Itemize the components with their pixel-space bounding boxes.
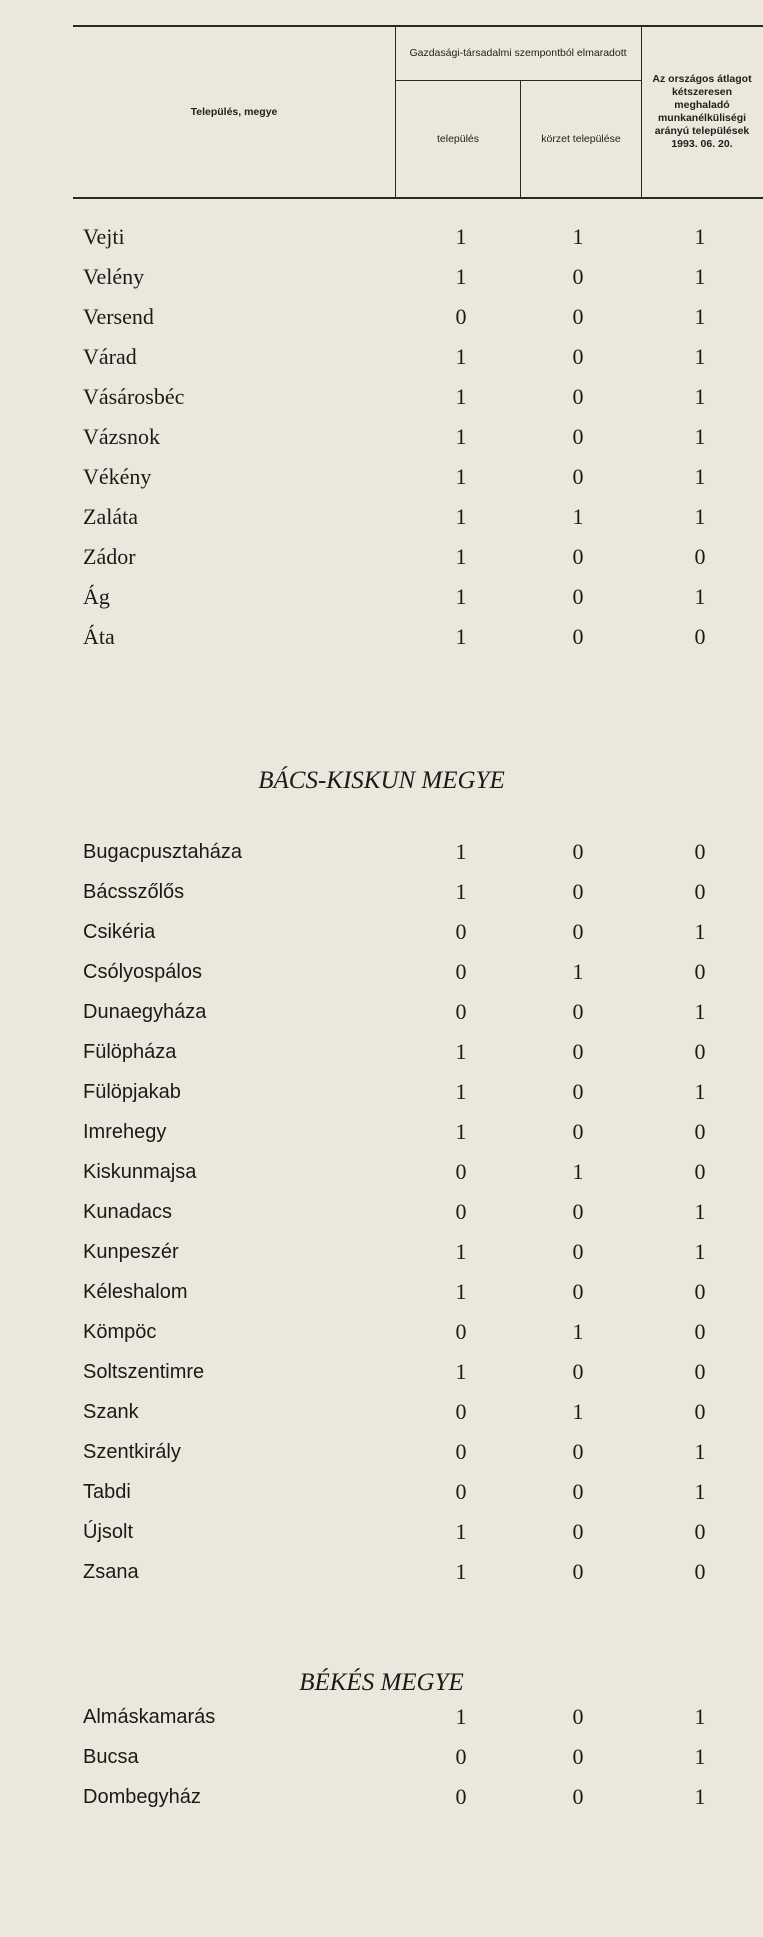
county-heading: BÉKÉS MEGYE: [299, 1669, 464, 1696]
header-divider-3: [641, 25, 642, 199]
district-settlement-value: 0: [572, 1439, 584, 1464]
header-settlement-county: Település, megye: [190, 105, 278, 118]
underdeveloped-settlement-value: 0: [455, 1479, 467, 1504]
settlement-name: Szentkirály: [83, 1441, 181, 1463]
district-settlement-value: 0: [572, 1239, 584, 1264]
table-row: [0, 1232, 763, 1272]
high-unemployment-value: 0: [694, 839, 706, 864]
high-unemployment-value: 1: [694, 584, 706, 609]
high-unemployment-value: 1: [694, 1239, 706, 1264]
district-settlement-value: 0: [572, 304, 584, 329]
high-unemployment-value: 0: [694, 1399, 706, 1424]
settlement-name: Velény: [83, 264, 145, 289]
high-unemployment-value: 1: [694, 464, 706, 489]
district-settlement-value: 0: [572, 1784, 584, 1809]
settlement-name: Szank: [83, 1401, 139, 1423]
settlement-name: Csólyospálos: [83, 961, 202, 983]
high-unemployment-value: 0: [694, 959, 706, 984]
settlement-name: Kiskunmajsa: [83, 1161, 197, 1183]
settlement-name: Bucsa: [83, 1746, 139, 1768]
underdeveloped-settlement-value: 1: [455, 1239, 467, 1264]
underdeveloped-settlement-value: 0: [455, 959, 467, 984]
high-unemployment-value: 0: [694, 1519, 706, 1544]
table-row: [0, 1737, 763, 1777]
table-row: [0, 1432, 763, 1472]
high-unemployment-value: 0: [694, 1319, 706, 1344]
settlement-name: Dunaegyháza: [83, 1001, 207, 1023]
district-settlement-value: 0: [572, 1479, 584, 1504]
high-unemployment-value: 0: [694, 1119, 706, 1144]
high-unemployment-value: 1: [694, 999, 706, 1024]
underdeveloped-settlement-value: 1: [455, 1119, 467, 1144]
settlement-name: Várad: [83, 344, 137, 369]
underdeveloped-settlement-value: 1: [455, 544, 467, 569]
settlement-name: Zaláta: [83, 504, 138, 529]
underdeveloped-settlement-value: 0: [455, 1199, 467, 1224]
underdeveloped-settlement-value: 0: [455, 1159, 467, 1184]
high-unemployment-value: 1: [694, 304, 706, 329]
settlement-name: Kunpeszér: [83, 1241, 179, 1263]
settlement-name: Csikéria: [83, 921, 156, 943]
table-header: [73, 25, 763, 199]
district-settlement-value: 0: [572, 1199, 584, 1224]
settlement-name: Fülöpháza: [83, 1041, 177, 1063]
district-settlement-value: 0: [572, 424, 584, 449]
table-row: [0, 832, 763, 872]
district-settlement-value: 0: [572, 1119, 584, 1144]
table-row: [0, 257, 763, 297]
district-settlement-value: 0: [572, 879, 584, 904]
table-row: [0, 872, 763, 912]
high-unemployment-value: 1: [694, 1079, 706, 1104]
header-settlement: település: [436, 132, 480, 145]
district-settlement-value: 0: [572, 624, 584, 649]
table-row: [0, 457, 763, 497]
table-row: [0, 617, 763, 657]
district-settlement-value: 0: [572, 344, 584, 369]
settlement-name: Vásárosbéc: [83, 384, 185, 409]
district-settlement-value: 0: [572, 1559, 584, 1584]
high-unemployment-value: 1: [694, 1744, 706, 1769]
underdeveloped-settlement-value: 1: [455, 839, 467, 864]
underdeveloped-settlement-value: 0: [455, 919, 467, 944]
underdeveloped-settlement-value: 1: [455, 624, 467, 649]
underdeveloped-settlement-value: 0: [455, 1439, 467, 1464]
high-unemployment-value: 0: [694, 879, 706, 904]
settlement-name: Fülöpjakab: [83, 1081, 181, 1103]
high-unemployment-value: 0: [694, 624, 706, 649]
underdeveloped-settlement-value: 1: [455, 879, 467, 904]
underdeveloped-settlement-value: 0: [455, 1784, 467, 1809]
settlement-name: Kéleshalom: [83, 1281, 188, 1303]
settlement-name: Zsana: [83, 1561, 139, 1583]
underdeveloped-settlement-value: 1: [455, 1039, 467, 1064]
header-district-settlement: körzet települése: [541, 132, 621, 145]
underdeveloped-settlement-value: 1: [455, 1359, 467, 1384]
settlement-name: Bácsszőlős: [83, 881, 185, 903]
table-row: [0, 337, 763, 377]
underdeveloped-settlement-value: 1: [455, 344, 467, 369]
district-settlement-value: 0: [572, 1039, 584, 1064]
high-unemployment-value: 0: [694, 1559, 706, 1584]
table-row: [0, 1392, 763, 1432]
district-settlement-value: 0: [572, 544, 584, 569]
settlement-name: Kömpöc: [83, 1321, 157, 1343]
district-settlement-value: 0: [572, 1279, 584, 1304]
underdeveloped-settlement-value: 1: [455, 464, 467, 489]
settlement-name: Vázsnok: [83, 424, 160, 449]
district-settlement-value: 1: [572, 1399, 584, 1424]
district-settlement-value: 0: [572, 839, 584, 864]
header-divider-2: [520, 80, 521, 199]
high-unemployment-value: 1: [694, 264, 706, 289]
settlement-name: Dombegyház: [83, 1786, 201, 1808]
district-settlement-value: 0: [572, 1744, 584, 1769]
underdeveloped-settlement-value: 1: [455, 424, 467, 449]
high-unemployment-value: 1: [694, 384, 706, 409]
settlement-name: Almáskamarás: [83, 1706, 216, 1728]
table-row: [0, 537, 763, 577]
header-underdeveloped-group: Gazdasági-társadalmi szempontból elmaradott: [409, 47, 627, 59]
underdeveloped-settlement-value: 1: [455, 504, 467, 529]
district-settlement-value: 0: [572, 999, 584, 1024]
table-row: [0, 1552, 763, 1592]
table-row: [0, 1112, 763, 1152]
settlement-name: Versend: [83, 304, 154, 329]
table-row: [0, 1312, 763, 1352]
underdeveloped-settlement-value: 1: [455, 264, 467, 289]
high-unemployment-value: 0: [694, 1359, 706, 1384]
high-unemployment-value: 1: [694, 224, 706, 249]
table-row: [0, 377, 763, 417]
table-row: [0, 1032, 763, 1072]
settlement-name: Tabdi: [83, 1481, 131, 1503]
table-row: [0, 577, 763, 617]
table-row: [0, 1472, 763, 1512]
settlement-name: Imrehegy: [83, 1121, 167, 1143]
table-row: [0, 1697, 763, 1737]
high-unemployment-value: 0: [694, 1039, 706, 1064]
table-row: [0, 952, 763, 992]
table-row: [0, 992, 763, 1032]
district-settlement-value: 0: [572, 1359, 584, 1384]
district-settlement-value: 0: [572, 919, 584, 944]
table-row: [0, 417, 763, 457]
high-unemployment-value: 1: [694, 504, 706, 529]
high-unemployment-value: 1: [694, 1784, 706, 1809]
high-unemployment-value: 1: [694, 1479, 706, 1504]
county-heading: BÁCS-KISKUN MEGYE: [258, 767, 505, 794]
high-unemployment-value: 1: [694, 1439, 706, 1464]
table-row: [0, 912, 763, 952]
district-settlement-value: 0: [572, 1519, 584, 1544]
table-row: [0, 217, 763, 257]
underdeveloped-settlement-value: 0: [455, 1319, 467, 1344]
underdeveloped-settlement-value: 1: [455, 1559, 467, 1584]
table-row: [0, 1272, 763, 1312]
settlement-name: Soltszentimre: [83, 1361, 205, 1383]
high-unemployment-value: 1: [694, 424, 706, 449]
district-settlement-value: 1: [572, 1159, 584, 1184]
table-row: [0, 497, 763, 537]
underdeveloped-settlement-value: 1: [455, 584, 467, 609]
high-unemployment-value: 0: [694, 544, 706, 569]
table-row: [0, 1152, 763, 1192]
underdeveloped-settlement-value: 1: [455, 1704, 467, 1729]
table-row: [0, 1192, 763, 1232]
settlement-name: Zádor: [83, 544, 136, 569]
high-unemployment-value: 1: [694, 1199, 706, 1224]
settlement-name: Bugacpusztaháza: [83, 841, 243, 863]
settlement-name: Vékény: [83, 464, 152, 489]
settlement-name: Áta: [83, 624, 115, 649]
table-row: [0, 297, 763, 337]
high-unemployment-value: 1: [694, 344, 706, 369]
underdeveloped-settlement-value: 0: [455, 999, 467, 1024]
underdeveloped-settlement-value: 1: [455, 1519, 467, 1544]
underdeveloped-settlement-value: 1: [455, 224, 467, 249]
table-row: [0, 1777, 763, 1817]
header-bottom-rule: [73, 197, 763, 199]
district-settlement-value: 0: [572, 384, 584, 409]
district-settlement-value: 1: [572, 504, 584, 529]
underdeveloped-settlement-value: 0: [455, 1399, 467, 1424]
district-settlement-value: 0: [572, 584, 584, 609]
settlement-name: Kunadacs: [83, 1201, 172, 1223]
high-unemployment-value: 0: [694, 1159, 706, 1184]
high-unemployment-value: 0: [694, 1279, 706, 1304]
settlement-name: Vejti: [83, 224, 125, 249]
high-unemployment-value: 1: [694, 919, 706, 944]
district-settlement-value: 1: [572, 959, 584, 984]
table-row: [0, 1072, 763, 1112]
settlement-name: Ág: [83, 584, 110, 609]
underdeveloped-settlement-value: 1: [455, 1079, 467, 1104]
district-settlement-value: 0: [572, 1704, 584, 1729]
underdeveloped-settlement-value: 0: [455, 1744, 467, 1769]
settlement-name: Újsolt: [83, 1521, 134, 1543]
district-settlement-value: 1: [572, 224, 584, 249]
header-unemployment: Az országos átlagot kétszeresen meghaladó munkanélküliségi arányú települések 1993. 06. 20.: [652, 73, 752, 150]
underdeveloped-settlement-value: 1: [455, 1279, 467, 1304]
district-settlement-value: 0: [572, 464, 584, 489]
district-settlement-value: 0: [572, 1079, 584, 1104]
table-row: [0, 1352, 763, 1392]
table-row: [0, 1512, 763, 1552]
district-settlement-value: 0: [572, 264, 584, 289]
underdeveloped-settlement-value: 1: [455, 384, 467, 409]
district-settlement-value: 1: [572, 1319, 584, 1344]
underdeveloped-settlement-value: 0: [455, 304, 467, 329]
high-unemployment-value: 1: [694, 1704, 706, 1729]
